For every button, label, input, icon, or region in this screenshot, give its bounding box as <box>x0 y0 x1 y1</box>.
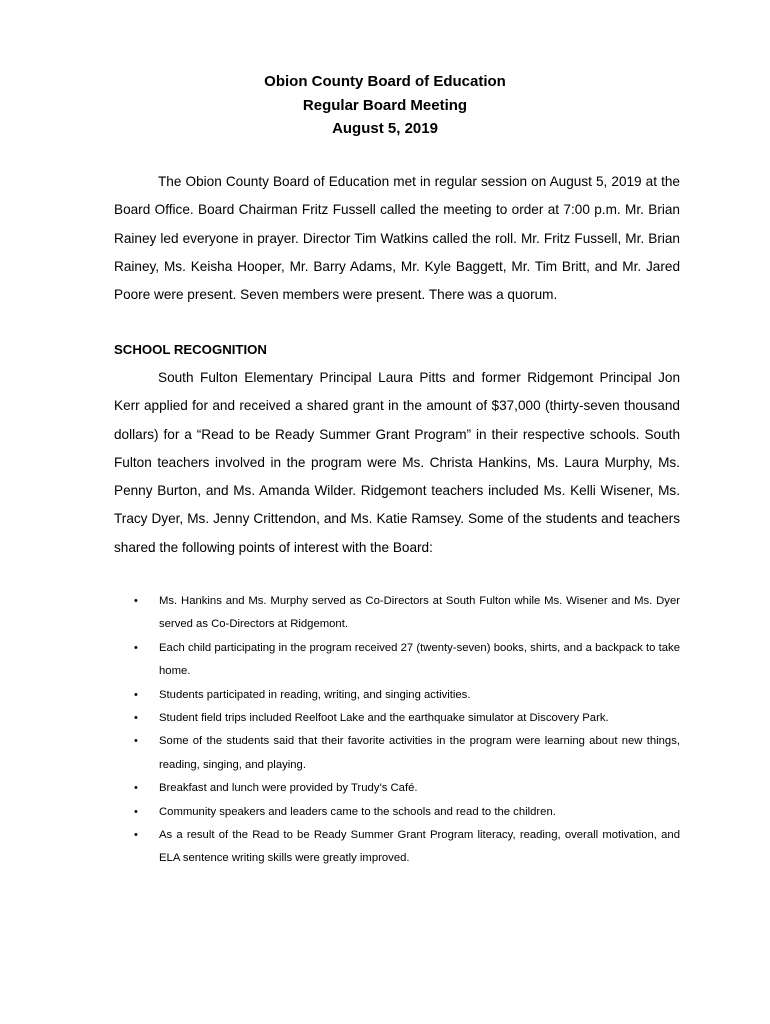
list-item-text: Breakfast and lunch were provided by Trudy’s Café. <box>159 782 418 795</box>
list-item-text: Ms. Hankins and Ms. Murphy served as Co-Directors at South Fulton while Ms. Wisener and Ms. Dyer served as Co-Directors at Ridgemont. <box>159 595 680 631</box>
section-heading-school-recognition: SCHOOL RECOGNITION <box>114 342 267 357</box>
bullet-icon: • <box>134 805 138 818</box>
list-item <box>114 801 680 824</box>
board-name-title: Obion County Board of Education <box>264 73 506 90</box>
list-item-text: Community speakers and leaders came to the schools and read to the children. <box>159 805 556 818</box>
list-item-text: Each child participating in the program received 27 (twenty-seven) books, shirts, and a backpack to take home. <box>159 641 680 678</box>
list-item-text: Students participated in reading, writing, and singing activities. <box>159 688 471 701</box>
list-item <box>114 730 680 777</box>
list-item <box>114 824 680 871</box>
list-item <box>114 684 680 707</box>
bullet-icon: • <box>134 782 138 795</box>
list-item <box>114 777 680 800</box>
bullet-icon: • <box>134 688 138 701</box>
meeting-type-title: Regular Board Meeting <box>302 96 468 114</box>
list-item <box>114 637 680 684</box>
points-of-interest-list <box>114 590 680 871</box>
recognition-paragraph: South Fulton Elementary Principal Laura Pitts and former Ridgemont Principal Jon Kerr applied for and received a shared grant in the amount of $37,000 (thirty-seven thousand dollars) for a “Read to be Ready Summer Grant Program” in their respective schools. South Fulton teachers involved in the program were Ms. Christa Hankins, Ms. Laura Murphy, Ms. Penny Burton, and Ms. Amanda Wilder. Ridgemont teachers included Ms. Kelli Wisener, Ms. Tracy Dyer, Ms. Jenny Crittendon, and Ms. Katie Ramsey. Some of the students and teachers shared the following points of interest with the Board: <box>114 370 680 555</box>
list-item <box>114 707 680 730</box>
document-header <box>0 70 770 141</box>
list-item <box>114 590 680 637</box>
bullet-icon: • <box>134 641 138 654</box>
bullet-icon: • <box>134 735 138 748</box>
opening-paragraph: The Obion County Board of Education met in regular session on August 5, 2019 at the Board Office. Board Chairman Fritz Fussell called the meeting to order at 7:00 p.m. Mr. Brian Rainey led everyone in prayer. Director Tim Watkins called the roll. Mr. Fritz Fussell, Mr. Brian Rainey, Ms. Keisha Hooper, Mr. Barry Adams, Mr. Kyle Baggett, Mr. Tim Britt, and Mr. Jared Poore were present. Seven members were present. There was a quorum. <box>114 174 680 303</box>
list-item-text: Student field trips included Reelfoot Lake and the earthquake simulator at Discovery Park. <box>159 712 609 725</box>
bullet-icon: • <box>134 712 138 725</box>
meeting-date-title: August 5, 2019 <box>332 120 438 137</box>
bullet-icon: • <box>134 595 138 607</box>
list-item-text: Some of the students said that their favorite activities in the program were learning about new things, reading, singing, and playing. <box>159 735 680 771</box>
bullet-icon: • <box>134 829 138 842</box>
list-item-text: As a result of the Read to be Ready Summer Grant Program literacy, reading, overall motivation, and ELA sentence writing skills were greatly improved. <box>159 829 680 865</box>
